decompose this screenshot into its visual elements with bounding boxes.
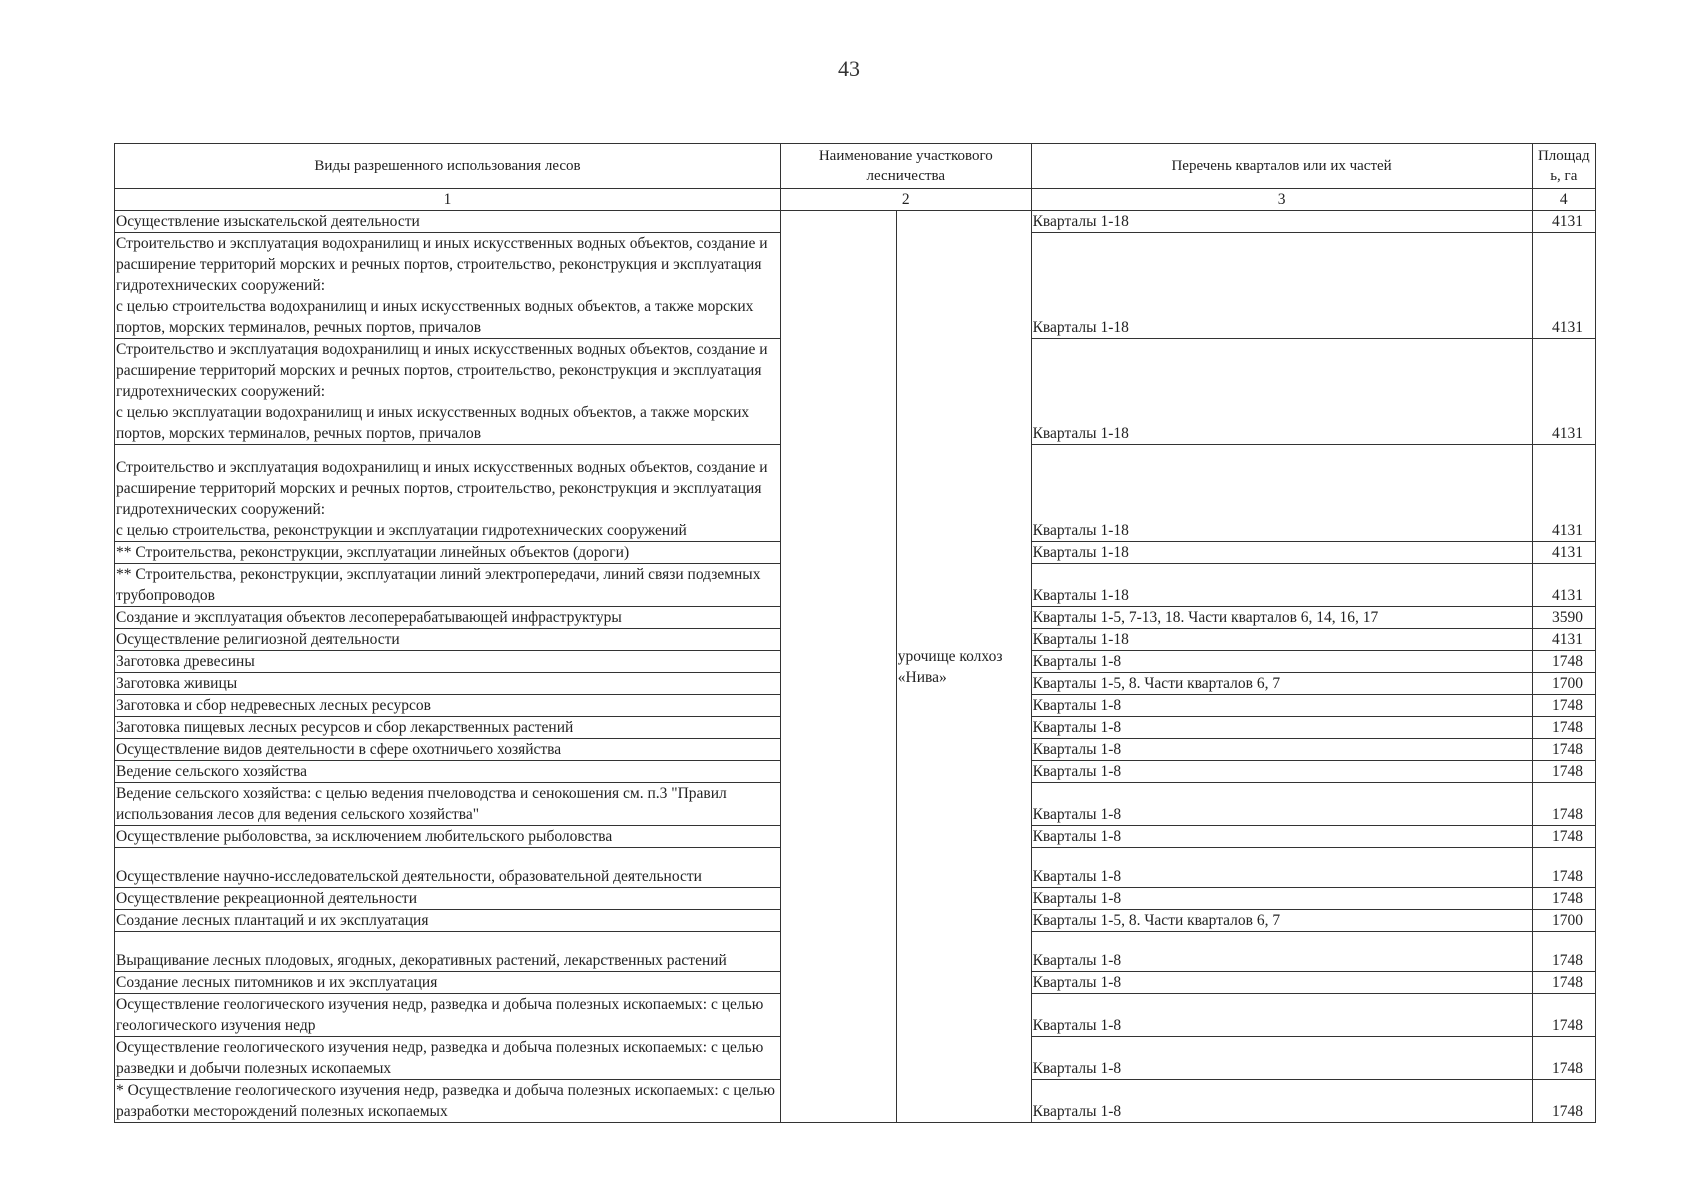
quarters-cell: Кварталы 1-8	[1031, 994, 1532, 1037]
area-cell: 1748	[1532, 651, 1595, 673]
area-cell: 1748	[1532, 1080, 1595, 1123]
area-cell: 4131	[1532, 564, 1595, 607]
header-area: Площадь, га	[1532, 144, 1595, 189]
quarters-cell: Кварталы 1-8	[1031, 848, 1532, 888]
area-cell: 4131	[1532, 629, 1595, 651]
use-type-cell: Осуществление религиозной деятельности	[115, 629, 781, 651]
quarters-cell: Кварталы 1-18	[1031, 233, 1532, 339]
column-number: 2	[781, 189, 1032, 211]
quarters-cell: Кварталы 1-18	[1031, 339, 1532, 445]
use-type-cell: Осуществление видов деятельности в сфере охотничьего хозяйства	[115, 739, 781, 761]
column-number: 4	[1532, 189, 1595, 211]
use-type-cell: Строительство и эксплуатация водохранилищ и иных искусственных водных объектов, создание и расширение территорий морских и речных портов, строительство, реконструкция и эксплуатация гидротехнических сооружений: с целью строительства водохранилищ и иных искусственных водных объектов, а также морских портов, морских терминалов, речных портов, причалов	[115, 233, 781, 339]
header-forestry-name: Наименование участкового лесничества	[781, 144, 1032, 189]
area-cell: 1748	[1532, 761, 1595, 783]
quarters-cell: Кварталы 1-5, 8. Части кварталов 6, 7	[1031, 910, 1532, 932]
quarters-cell: Кварталы 1-5, 7-13, 18. Части кварталов 6, 14, 16, 17	[1031, 607, 1532, 629]
area-cell: 4131	[1532, 211, 1595, 233]
area-cell: 1748	[1532, 695, 1595, 717]
page-number: 43	[838, 56, 860, 81]
area-cell: 1748	[1532, 783, 1595, 826]
use-type-cell: Заготовка пищевых лесных ресурсов и сбор лекарственных растений	[115, 717, 781, 739]
area-cell: 1748	[1532, 932, 1595, 972]
header-use-types: Виды разрешенного использования лесов	[115, 144, 781, 189]
table-row	[115, 211, 1596, 233]
column-number: 1	[115, 189, 781, 211]
quarters-cell: Кварталы 1-8	[1031, 888, 1532, 910]
use-type-cell: Создание лесных плантаций и их эксплуатация	[115, 910, 781, 932]
use-type-cell: Осуществление научно-исследовательской деятельности, образовательной деятельности	[115, 848, 781, 888]
area-cell: 3590	[1532, 607, 1595, 629]
use-type-cell: Создание и эксплуатация объектов лесоперерабатывающей инфраструктуры	[115, 607, 781, 629]
use-type-cell: Заготовка и сбор недревесных лесных ресурсов	[115, 695, 781, 717]
use-type-cell: Заготовка древесины	[115, 651, 781, 673]
area-cell: 1748	[1532, 888, 1595, 910]
quarters-cell: Кварталы 1-8	[1031, 783, 1532, 826]
area-cell: 1700	[1532, 673, 1595, 695]
quarters-cell: Кварталы 1-8	[1031, 761, 1532, 783]
quarters-cell: Кварталы 1-8	[1031, 826, 1532, 848]
use-type-cell: ** Строительства, реконструкции, эксплуатации линий электропередачи, линий связи подземных трубопроводов	[115, 564, 781, 607]
use-type-cell: Осуществление геологического изучения недр, разведка и добыча полезных ископаемых: с целью разведки и добычи полезных ископаемых	[115, 1037, 781, 1080]
use-type-cell: Ведение сельского хозяйства	[115, 761, 781, 783]
area-cell: 4131	[1532, 339, 1595, 445]
use-type-cell: Осуществление изыскательской деятельности	[115, 211, 781, 233]
quarters-cell: Кварталы 1-18	[1031, 629, 1532, 651]
use-type-cell: Заготовка живицы	[115, 673, 781, 695]
quarters-cell: Кварталы 1-8	[1031, 932, 1532, 972]
quarters-cell: Кварталы 1-8	[1031, 972, 1532, 994]
use-type-cell: Строительство и эксплуатация водохранилищ и иных искусственных водных объектов, создание и расширение территорий морских и речных портов, строительство, реконструкция и эксплуатация гидротехнических сооружений: с целью эксплуатации водохранилищ и иных искусственных водных объектов, а также морских портов, морских терминалов, речных портов, причалов	[115, 339, 781, 445]
area-cell: 1748	[1532, 739, 1595, 761]
use-type-cell: Ведение сельского хозяйства: с целью ведения пчеловодства и сенокошения см. п.3 "Правил использования лесов для ведения сельского хозяйства"	[115, 783, 781, 826]
quarters-cell: Кварталы 1-18	[1031, 445, 1532, 542]
use-type-cell: Строительство и эксплуатация водохранилищ и иных искусственных водных объектов, создание и расширение территорий морских и речных портов, строительство, реконструкция и эксплуатация гидротехнических сооружений: с целью строительства, реконструкции и эксплуатации гидротехнических сооружений	[115, 445, 781, 542]
use-type-cell: Осуществление геологического изучения недр, разведка и добыча полезных ископаемых: с целью геологического изучения недр	[115, 994, 781, 1037]
area-cell: 1748	[1532, 848, 1595, 888]
area-cell: 1748	[1532, 1037, 1595, 1080]
quarters-cell: Кварталы 1-8	[1031, 1037, 1532, 1080]
quarters-cell: Кварталы 1-8	[1031, 695, 1532, 717]
quarters-cell: Кварталы 1-8	[1031, 1080, 1532, 1123]
area-cell: 4131	[1532, 233, 1595, 339]
area-cell: 1748	[1532, 826, 1595, 848]
quarters-cell: Кварталы 1-5, 8. Части кварталов 6, 7	[1031, 673, 1532, 695]
column-number-row	[115, 189, 1596, 211]
header-quarters: Перечень кварталов или их частей	[1031, 144, 1532, 189]
quarters-cell: Кварталы 1-8	[1031, 651, 1532, 673]
quarters-cell: Кварталы 1-18	[1031, 564, 1532, 607]
use-type-cell: * Осуществление геологического изучения недр, разведка и добыча полезных ископаемых: с целью разработки месторождений полезных ископаемых	[115, 1080, 781, 1123]
forestry-locality-cell: урочище колхоз «Нива»	[896, 211, 1031, 1123]
use-type-cell: Осуществление рекреационной деятельности	[115, 888, 781, 910]
column-number: 3	[1031, 189, 1532, 211]
quarters-cell: Кварталы 1-18	[1031, 542, 1532, 564]
forest-use-table	[114, 143, 1596, 1123]
use-type-cell: Выращивание лесных плодовых, ягодных, декоративных растений, лекарственных растений	[115, 932, 781, 972]
area-cell: 1748	[1532, 972, 1595, 994]
quarters-cell: Кварталы 1-8	[1031, 717, 1532, 739]
area-cell: 4131	[1532, 445, 1595, 542]
area-cell: 1700	[1532, 910, 1595, 932]
area-cell: 1748	[1532, 994, 1595, 1037]
use-type-cell: Осуществление рыболовства, за исключением любительского рыболовства	[115, 826, 781, 848]
forestry-blank-cell	[781, 211, 897, 1123]
quarters-cell: Кварталы 1-18	[1031, 211, 1532, 233]
table-header-row	[115, 144, 1596, 189]
area-cell: 1748	[1532, 717, 1595, 739]
quarters-cell: Кварталы 1-8	[1031, 739, 1532, 761]
use-type-cell: Создание лесных питомников и их эксплуатация	[115, 972, 781, 994]
use-type-cell: ** Строительства, реконструкции, эксплуатации линейных объектов (дороги)	[115, 542, 781, 564]
area-cell: 4131	[1532, 542, 1595, 564]
